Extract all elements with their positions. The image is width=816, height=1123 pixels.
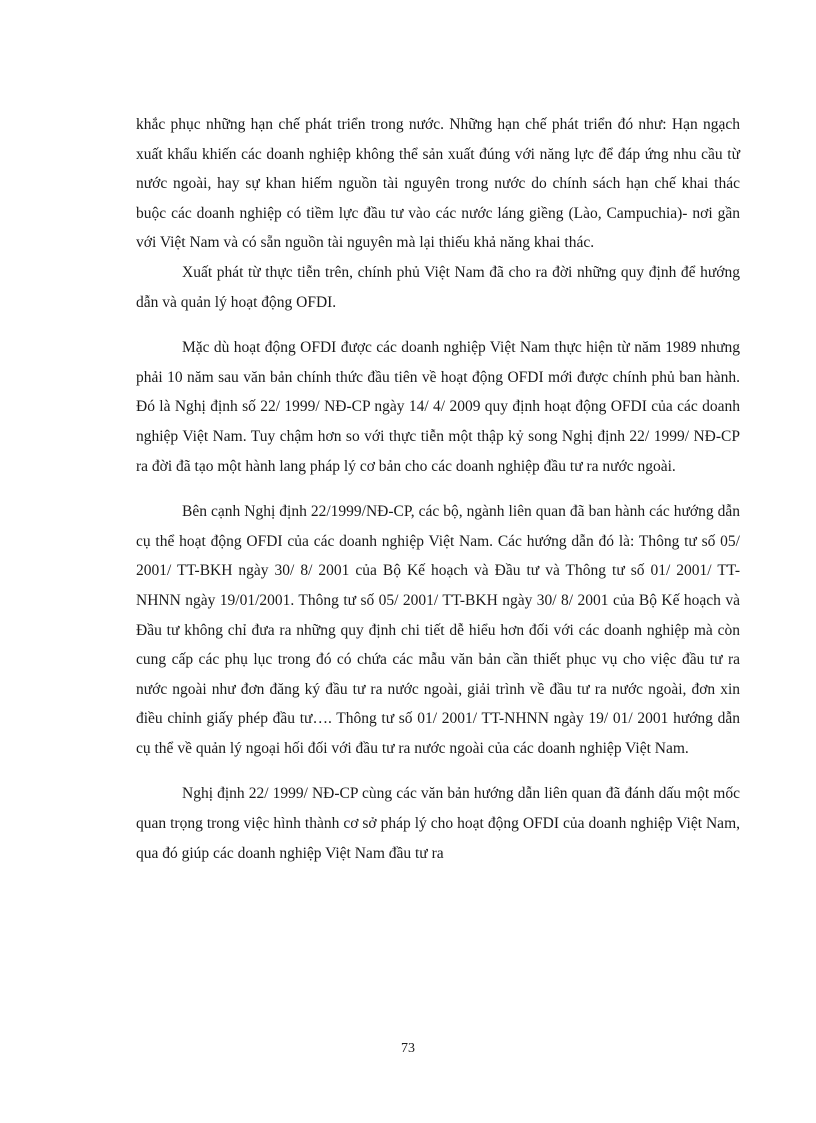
paragraph-3: Mặc dù hoạt động OFDI được các doanh nghiệp Việt Nam thực hiện từ năm 1989 nhưng phải 10 năm sau văn bản chính thức đầu tiên về hoạt động OFDI mới được chính phủ ban hành. Đó là Nghị định số 22/ 1999/ NĐ-CP ngày 14/ 4/ 2009 quy định hoạt động OFDI của các doanh nghiệp Việt Nam. Tuy chậm hơn so với thực tiễn một thập kỷ song Nghị định 22/ 1999/ NĐ-CP ra đời đã tạo một hành lang pháp lý cơ bản cho các doanh nghiệp đầu tư ra nước ngoài. <box>136 339 740 475</box>
paragraph-1: khắc phục những hạn chế phát triển trong nước. Những hạn chế phát triển đó như: Hạn ngạch xuất khẩu khiến các doanh nghiệp không thể sản xuất đúng với năng lực để đáp ứng nhu cầu từ nước ngoài, hay sự khan hiếm nguồn tài nguyên trong nước do chính sách hạn chế khai thác buộc các doanh nghiệp có tiềm lực đầu tư vào các nước láng giềng (Lào, Campuchia)- nơi gần với Việt Nam và có sẵn nguồn tài nguyên mà lại thiếu khả năng khai thác. <box>136 116 740 252</box>
page-number: 73 <box>401 1041 415 1056</box>
paragraph-5: Nghị định 22/ 1999/ NĐ-CP cùng các văn bản hướng dẫn liên quan đã đánh dấu một mốc quan trọng trong việc hình thành cơ sở pháp lý cho hoạt động OFDI của doanh nghiệp Việt Nam, qua đó giúp các doanh nghiệp Việt Nam đầu tư ra <box>136 785 740 862</box>
paragraph-4: Bên cạnh Nghị định 22/1999/NĐ-CP, các bộ, ngành liên quan đã ban hành các hướng dẫn cụ thể hoạt động OFDI của các doanh nghiệp Việt Nam. Các hướng dẫn đó là: Thông tư số 05/ 2001/ TT-BKH ngày 30/ 8/ 2001 của Bộ Kế hoạch và Đầu tư và Thông tư số 01/ 2001/ TT-NHNN ngày 19/01/2001. Thông tư số 05/ 2001/ TT-BKH ngày 30/ 8/ 2001 của Bộ Kế hoạch và Đầu tư không chỉ đưa ra những quy định chi tiết dễ hiểu hơn đối với các doanh nghiệp mà còn cung cấp các phụ lục trong đó có chứa các mẫu văn bản cần thiết phục vụ cho việc đầu tư ra nước ngoài như đơn đăng ký đầu tư ra nước ngoài, giải trình về đầu tư ra nước ngoài, đơn xin điều chỉnh giấy phép đầu tư…. Thông tư số 01/ 2001/ TT-NHNN ngày 19/ 01/ 2001 hướng dẫn cụ thể về quản lý ngoại hối đối với đầu tư ra nước ngoài của các doanh nghiệp Việt Nam. <box>136 503 740 757</box>
paragraph-2: Xuất phát từ thực tiễn trên, chính phủ Việt Nam đã cho ra đời những quy định để hướng dẫn và quản lý hoạt động OFDI. <box>136 263 740 311</box>
document-body <box>136 110 740 868</box>
